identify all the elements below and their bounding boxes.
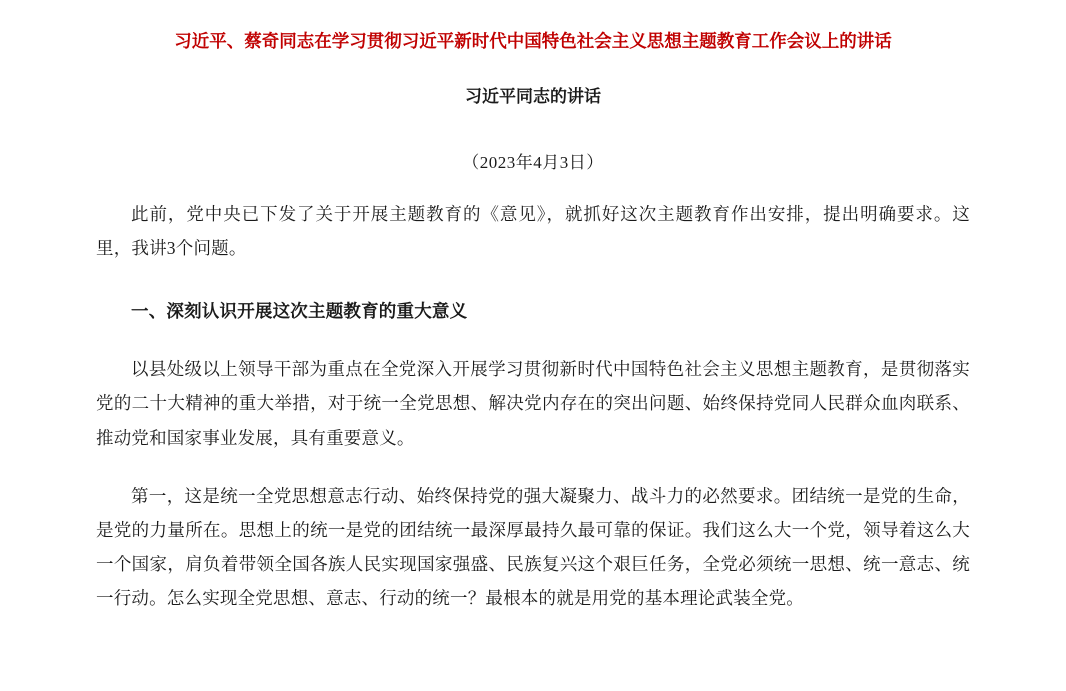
paragraph: 此前，党中央已下发了关于开展主题教育的《意见》，就抓好这次主题教育作出安排，提出明确要求。这里，我讲3个问题。	[96, 203, 970, 258]
document-date: （2023年4月3日）	[462, 152, 604, 172]
paragraph: 以县处级以上领导干部为重点在全党深入开展学习贯彻新时代中国特色社会主义思想主题教育，是贯彻落实党的二十大精神的重大举措，对于统一全党思想、解决党内存在的突出问题、始终保持党同人民群众血肉联系、推动党和国家事业发展，具有重要意义。	[96, 359, 970, 448]
section-heading-one: 一、深刻认识开展这次主题教育的重大意义	[131, 301, 468, 321]
document-title: 习近平、蔡奇同志在学习贯彻习近平新时代中国特色社会主义思想主题教育工作会议上的讲话	[174, 31, 892, 51]
paragraph: 第一，这是统一全党思想意志行动、始终保持党的强大凝聚力、战斗力的必然要求。团结统一是党的生命，是党的力量所在。思想上的统一是党的团结统一最深厚最持久最可靠的保证。我们这么大一个党，领导着这么大一个国家，肩负着带领全国各族人民实现国家强盛、民族复兴这个艰巨任务，全党必须统一思想、统一意志、统一行动。怎么实现全党思想、意志、行动的统一？最根本的就是用党的基本理论武装全党。	[96, 485, 970, 608]
document-subtitle: 习近平同志的讲话	[465, 87, 601, 107]
